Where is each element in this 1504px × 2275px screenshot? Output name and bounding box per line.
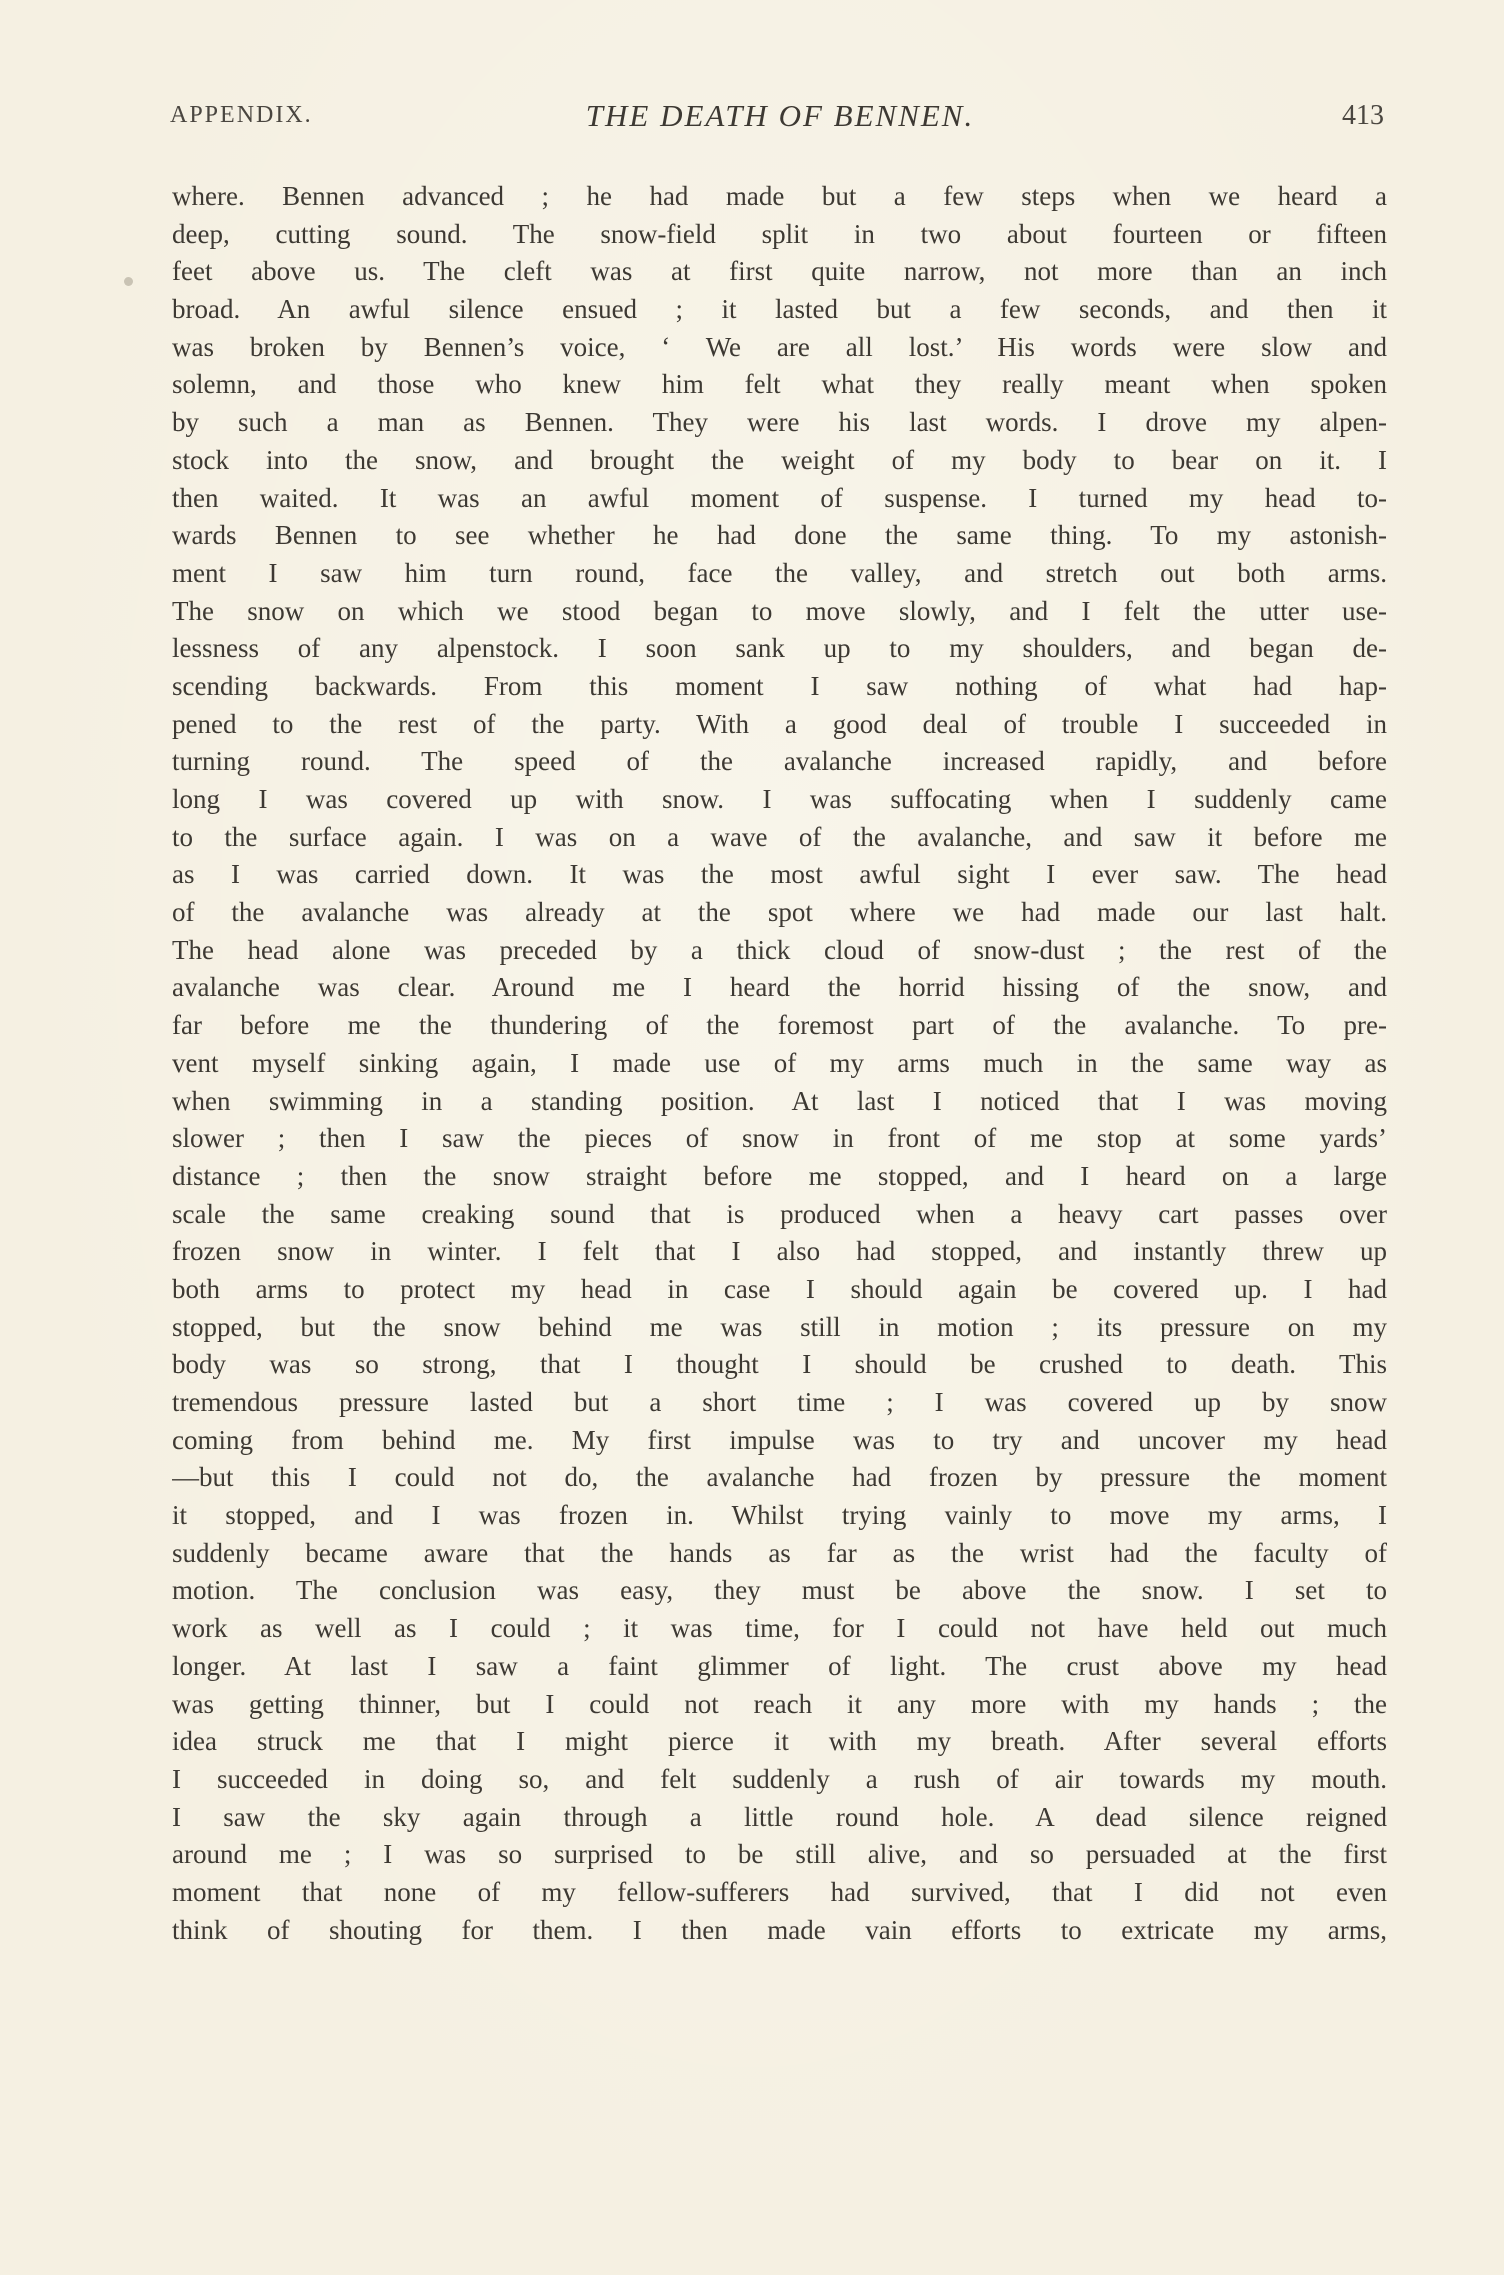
text-line: was getting thinner, but I could not reach it any more with my hands ; the	[172, 1688, 1387, 1719]
text-line: stopped, but the snow behind me was still in motion ; its pressure on my	[172, 1311, 1387, 1342]
text-line: far before me the thundering of the foremost part of the avalanche. To pre-	[172, 1010, 1387, 1041]
section-label: APPENDIX.	[170, 102, 313, 128]
text-line: frozen snow in winter. I felt that I also had stopped, and instantly threw up	[172, 1236, 1387, 1267]
text-line: moment that none of my fellow-sufferers had survived, that I did not even	[172, 1876, 1387, 1907]
text-line: where. Bennen advanced ; he had made but a few steps when we heard a	[172, 181, 1387, 211]
text-line: stock into the snow, and brought the weight of my body to bear on it. I	[172, 444, 1387, 475]
text-line: pened to the rest of the party. With a good deal of trouble I succeeded in	[172, 708, 1387, 739]
text-line: then waited. It was an awful moment of suspense. I turned my head to-	[172, 482, 1387, 513]
text-line: slower ; then I saw the pieces of snow in front of me stop at some yards’	[172, 1123, 1387, 1154]
text-line: body was so strong, that I thought I should be crushed to death. This	[172, 1349, 1387, 1380]
page-number: 413	[1342, 100, 1384, 131]
text-line: longer. At last I saw a faint glimmer of light. The crust above my head	[172, 1650, 1387, 1681]
text-line: feet above us. The cleft was at first quite narrow, not more than an inch	[172, 256, 1387, 287]
text-line: —but this I could not do, the avalanche had frozen by pressure the moment	[172, 1462, 1387, 1493]
text-line: when swimming in a standing position. At last I noticed that I was moving	[172, 1085, 1387, 1116]
text-line: scending backwards. From this moment I saw nothing of what had hap-	[172, 670, 1387, 701]
text-line: scale the same creaking sound that is produced when a heavy cart passes over	[172, 1198, 1387, 1229]
text-line: both arms to protect my head in case I should again be covered up. I had	[172, 1273, 1387, 1304]
text-line: think of shouting for them. I then made vain efforts to extricate my arms,	[172, 1914, 1387, 1945]
text-line: was broken by Bennen’s voice, ‘ We are all lost.’ His words were slow and	[172, 331, 1387, 362]
text-line: of the avalanche was already at the spot where we had made our last halt.	[172, 897, 1387, 928]
text-line: broad. An awful silence ensued ; it lasted but a few seconds, and then it	[172, 294, 1387, 325]
text-line: solemn, and those who knew him felt what they really meant when spoken	[172, 369, 1387, 400]
text-line: distance ; then the snow straight before me stopped, and I heard on a large	[172, 1160, 1387, 1191]
text-line: coming from behind me. My first impulse was to try and uncover my head	[172, 1424, 1387, 1455]
text-line: it stopped, and I was frozen in. Whilst trying vainly to move my arms, I	[172, 1500, 1387, 1531]
text-line: I succeeded in doing so, and felt suddenly a rush of air towards my mouth.	[172, 1763, 1387, 1794]
text-line: The snow on which we stood began to move slowly, and I felt the utter use-	[172, 595, 1387, 626]
chapter-title: THE DEATH OF BENNEN.	[585, 98, 975, 133]
text-line: around me ; I was so surprised to be still alive, and so persuaded at the first	[172, 1839, 1387, 1870]
text-line: deep, cutting sound. The snow-field split in two about fourteen or fifteen	[172, 218, 1387, 249]
text-line: The head alone was preceded by a thick cloud of snow-dust ; the rest of the	[172, 934, 1387, 965]
text-line: avalanche was clear. Around me I heard the horrid hissing of the snow, and	[172, 972, 1387, 1003]
text-line: to the surface again. I was on a wave of the avalanche, and saw it before me	[172, 821, 1387, 852]
text-line: ment I saw him turn round, face the valley, and stretch out both arms.	[172, 557, 1387, 588]
text-line: vent myself sinking again, I made use of my arms much in the same way as	[172, 1047, 1387, 1078]
text-line: tremendous pressure lasted but a short time ; I was covered up by snow	[172, 1387, 1387, 1417]
body-text	[172, 178, 1387, 1949]
paper-speck	[124, 277, 133, 286]
text-line: motion. The conclusion was easy, they must be above the snow. I set to	[172, 1575, 1387, 1606]
text-line: lessness of any alpenstock. I soon sank up to my shoulders, and began de-	[172, 633, 1387, 664]
text-line: by such a man as Bennen. They were his last words. I drove my alpen-	[172, 407, 1387, 438]
text-line: as I was carried down. It was the most awful sight I ever saw. The head	[172, 859, 1387, 890]
text-line: work as well as I could ; it was time, for I could not have held out much	[172, 1613, 1387, 1644]
running-head	[170, 98, 1390, 138]
text-line: wards Bennen to see whether he had done the same thing. To my astonish-	[172, 520, 1387, 551]
text-line: suddenly became aware that the hands as far as the wrist had the faculty of	[172, 1537, 1387, 1568]
text-line: long I was covered up with snow. I was suffocating when I suddenly came	[172, 784, 1387, 814]
text-line: idea struck me that I might pierce it with my breath. After several efforts	[172, 1726, 1387, 1757]
text-line: I saw the sky again through a little round hole. A dead silence reigned	[172, 1801, 1387, 1832]
text-line: turning round. The speed of the avalanche increased rapidly, and before	[172, 746, 1387, 777]
